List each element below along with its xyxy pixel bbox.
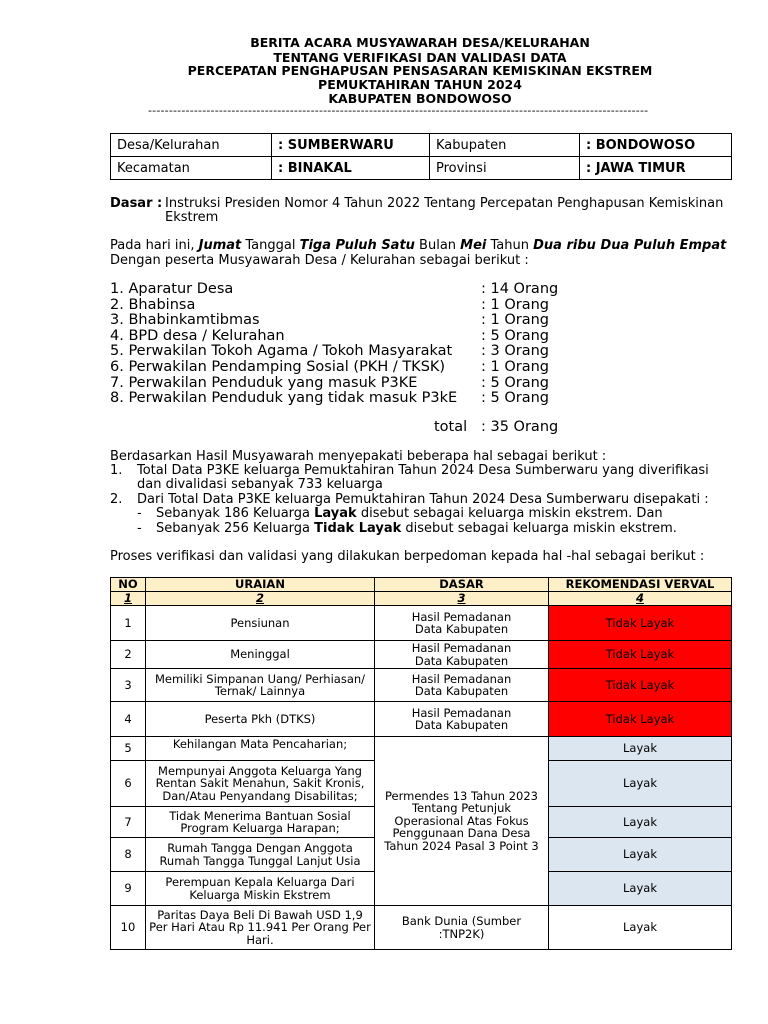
table-row bbox=[111, 669, 732, 702]
peserta-count: : 5 Orang bbox=[481, 327, 549, 344]
row-uraian: Kehilangan Mata Pencaharian; bbox=[146, 737, 375, 761]
row-rekomendasi: Layak bbox=[549, 737, 732, 761]
hasil-p1-line-2: dan divalidasi sebanyak 733 keluarga bbox=[137, 477, 383, 492]
col-header-uraian: URAIAN bbox=[146, 578, 375, 592]
sub1-c: disebut sebagai keluarga miskin ekstrem. Dan bbox=[356, 506, 663, 521]
desa-value: : SUMBERWARU bbox=[272, 134, 430, 157]
row-dasar: Bank Dunia (Sumber :TNP2K) bbox=[375, 906, 549, 950]
desa-label: Desa/Kelurahan bbox=[111, 134, 272, 157]
sub1-a: Sebanyak 186 Keluarga bbox=[156, 506, 315, 521]
table-row bbox=[111, 702, 732, 737]
row-rekomendasi: Layak bbox=[549, 807, 732, 838]
col-header-rekomendasi: REKOMENDASI VERVAL bbox=[549, 578, 732, 592]
row-rekomendasi: Layak bbox=[549, 906, 732, 950]
peserta-item: 2. Bhabinsa bbox=[110, 296, 196, 313]
header-title-1: BERITA ACARA MUSYAWARAH DESA/KELURAHAN bbox=[250, 35, 590, 50]
peserta-count: : 1 Orang bbox=[481, 358, 549, 375]
peserta-list bbox=[110, 282, 457, 407]
sub2-a: Sebanyak 256 Keluarga bbox=[156, 521, 315, 536]
row-no: 8 bbox=[111, 838, 146, 872]
row-rekomendasi: Layak bbox=[549, 838, 732, 872]
info-table bbox=[110, 133, 732, 180]
header-divider: ------------------------------------------------------------------------------------------------------------------------ bbox=[148, 104, 649, 117]
row-no: 3 bbox=[111, 669, 146, 702]
kecamatan-value: : BINAKAL bbox=[272, 157, 430, 180]
header-title-2: TENTANG VERIFIKASI DAN VALIDASI DATA bbox=[273, 50, 567, 65]
verval-table bbox=[110, 577, 732, 950]
row-no: 1 bbox=[111, 606, 146, 641]
row-no: 4 bbox=[111, 702, 146, 737]
provinsi-label: Provinsi bbox=[430, 157, 580, 180]
col-num-3: 3 bbox=[375, 592, 549, 606]
row-dasar: Hasil Pemadanan Data Kabupaten bbox=[375, 669, 549, 702]
peserta-item: 8. Perwakilan Penduduk yang tidak masuk P3kE bbox=[110, 390, 458, 407]
row-uraian: Perempuan Kepala Keluarga Dari Keluarga Miskin Ekstrem bbox=[146, 872, 375, 906]
peserta-item: 1. Aparatur Desa bbox=[110, 281, 234, 297]
hari-month: Mei bbox=[460, 238, 487, 253]
header-title-3: PERCEPATAN PENGHAPUSAN PENSASARAN KEMISKINAN EKSTREM bbox=[187, 63, 653, 78]
row-rekomendasi: Layak bbox=[549, 761, 732, 807]
row-uraian: Tidak Menerima Bantuan Sosial Program Keluarga Harapan; bbox=[146, 807, 375, 838]
hasil-sub-2 bbox=[156, 521, 677, 536]
row-rekomendasi: Tidak Layak bbox=[549, 669, 732, 702]
row-rekomendasi: Tidak Layak bbox=[549, 606, 732, 641]
peserta-item: 6. Perwakilan Pendamping Sosial (PKH / TKSK) bbox=[110, 358, 446, 375]
col-header-dasar: DASAR bbox=[375, 578, 549, 592]
row-uraian: Meninggal bbox=[146, 641, 375, 669]
peserta-item: 5. Perwakilan Tokoh Agama / Tokoh Masyarakat bbox=[110, 343, 453, 360]
hasil-p1-num: 1. bbox=[110, 463, 123, 478]
peserta-item: 4. BPD desa / Kelurahan bbox=[110, 327, 285, 344]
hari-text-1: Pada hari ini, bbox=[110, 238, 199, 253]
row-rekomendasi: Layak bbox=[549, 872, 732, 906]
row-uraian: Peserta Pkh (DTKS) bbox=[146, 702, 375, 737]
hasil-p1-line-1: Total Data P3KE keluarga Pemuktahiran Tahun 2024 Desa Sumberwaru yang diverifikasi bbox=[137, 463, 709, 478]
hari-text-4: Tahun bbox=[486, 238, 534, 253]
sub2-c: disebut sebagai keluarga miskin ekstrem. bbox=[401, 521, 677, 536]
row-dasar: Hasil Pemadanan Data Kabupaten bbox=[375, 606, 549, 641]
hari-line-2: Dengan peserta Musyawarah Desa / Kelurahan sebagai berikut : bbox=[110, 253, 529, 268]
table-row bbox=[111, 606, 732, 641]
col-num-2: 2 bbox=[146, 592, 375, 606]
row-no: 6 bbox=[111, 761, 146, 807]
kabupaten-label: Kabupaten bbox=[430, 134, 580, 157]
row-dasar-permendes: Permendes 13 Tahun 2023 Tentang Petunjuk Operasional Atas Fokus Penggunaan Dana Desa Tahun 2024 Pasal 3 Point 3 bbox=[375, 737, 549, 906]
col-header-no: NO bbox=[111, 578, 146, 592]
peserta-count: : 5 Orang bbox=[481, 374, 549, 391]
dasar-label: Dasar : bbox=[110, 196, 163, 211]
peserta-count: : 5 Orang bbox=[481, 390, 549, 407]
hasil-sub-dash-2: - bbox=[137, 521, 142, 536]
row-rekomendasi: Tidak Layak bbox=[549, 702, 732, 737]
row-uraian: Rumah Tangga Dengan Anggota Rumah Tangga Tunggal Lanjut Usia bbox=[146, 838, 375, 872]
row-no: 2 bbox=[111, 641, 146, 669]
peserta-count: : 3 Orang bbox=[481, 343, 549, 360]
hasil-intro: Berdasarkan Hasil Musyawarah menyepakati beberapa hal sebagai berikut : bbox=[110, 449, 607, 464]
table-row bbox=[111, 906, 732, 950]
peserta-counts bbox=[481, 282, 558, 407]
hari-year: Dua ribu Dua Puluh Empat bbox=[533, 238, 727, 253]
row-no: 5 bbox=[111, 737, 146, 761]
hasil-sub-dash-1: - bbox=[137, 506, 142, 521]
row-no: 9 bbox=[111, 872, 146, 906]
hari-date: Tiga Puluh Satu bbox=[299, 238, 415, 253]
hari-day: Jumat bbox=[198, 238, 242, 253]
row-uraian: Mempunyai Anggota Keluarga Yang Rentan Sakit Menahun, Sakit Kronis, Dan/Atau Penyandang Disabilitas; bbox=[146, 761, 375, 807]
peserta-count: : 1 Orang bbox=[481, 312, 549, 329]
peserta-item: 3. Bhabinkamtibmas bbox=[110, 312, 260, 329]
sub1-layak: Layak bbox=[314, 506, 357, 521]
table-row bbox=[111, 641, 732, 669]
total-label: total bbox=[434, 419, 468, 435]
kabupaten-value: : BONDOWOSO bbox=[580, 134, 732, 157]
hasil-sub-1 bbox=[156, 506, 663, 521]
header-title-5: KABUPATEN BONDOWOSO bbox=[328, 91, 512, 106]
total-count: : 35 Orang bbox=[481, 419, 559, 435]
peserta-count: : 1 Orang bbox=[481, 296, 549, 313]
provinsi-value: : JAWA TIMUR bbox=[580, 157, 732, 180]
peserta-count: : 14 Orang bbox=[481, 281, 559, 297]
row-dasar: Hasil Pemadanan Data Kabupaten bbox=[375, 641, 549, 669]
kecamatan-label: Kecamatan bbox=[111, 157, 272, 180]
row-uraian: Pensiunan bbox=[146, 606, 375, 641]
table-row bbox=[111, 737, 732, 761]
proses-text: Proses verifikasi dan validasi yang dilakukan berpedoman kepada hal -hal sebagai berikut : bbox=[110, 549, 705, 564]
sub2-tidak-layak: Tidak Layak bbox=[314, 521, 402, 536]
row-uraian: Memiliki Simpanan Uang/ Perhiasan/ Ternak/ Lainnya bbox=[146, 669, 375, 702]
peserta-item: 7. Perwakilan Penduduk yang masuk P3KE bbox=[110, 374, 418, 391]
row-no: 10 bbox=[111, 906, 146, 950]
header-title-4: PEMUKTAHIRAN TAHUN 2024 bbox=[318, 77, 522, 92]
row-no: 7 bbox=[111, 807, 146, 838]
col-num-4: 4 bbox=[549, 592, 732, 606]
dasar-line-2: Ekstrem bbox=[165, 210, 219, 225]
hasil-p2-line-1: Dari Total Data P3KE keluarga Pemuktahiran Tahun 2024 Desa Sumberwaru disepakati : bbox=[137, 492, 709, 507]
hari-text-3: Bulan bbox=[414, 238, 461, 253]
col-num-1: 1 bbox=[111, 592, 146, 606]
row-dasar: Hasil Pemadanan Data Kabupaten bbox=[375, 702, 549, 737]
row-uraian: Paritas Daya Beli Di Bawah USD 1,9 Per Hari Atau Rp 11.941 Per Orang Per Hari. bbox=[146, 906, 375, 950]
hari-text-2: Tanggal bbox=[241, 238, 300, 253]
row-rekomendasi: Tidak Layak bbox=[549, 641, 732, 669]
hasil-p2-num: 2. bbox=[110, 492, 123, 507]
hari-line bbox=[110, 238, 726, 253]
dasar-line-1: Instruksi Presiden Nomor 4 Tahun 2022 Tentang Percepatan Penghapusan Kemiskinan bbox=[165, 196, 724, 211]
